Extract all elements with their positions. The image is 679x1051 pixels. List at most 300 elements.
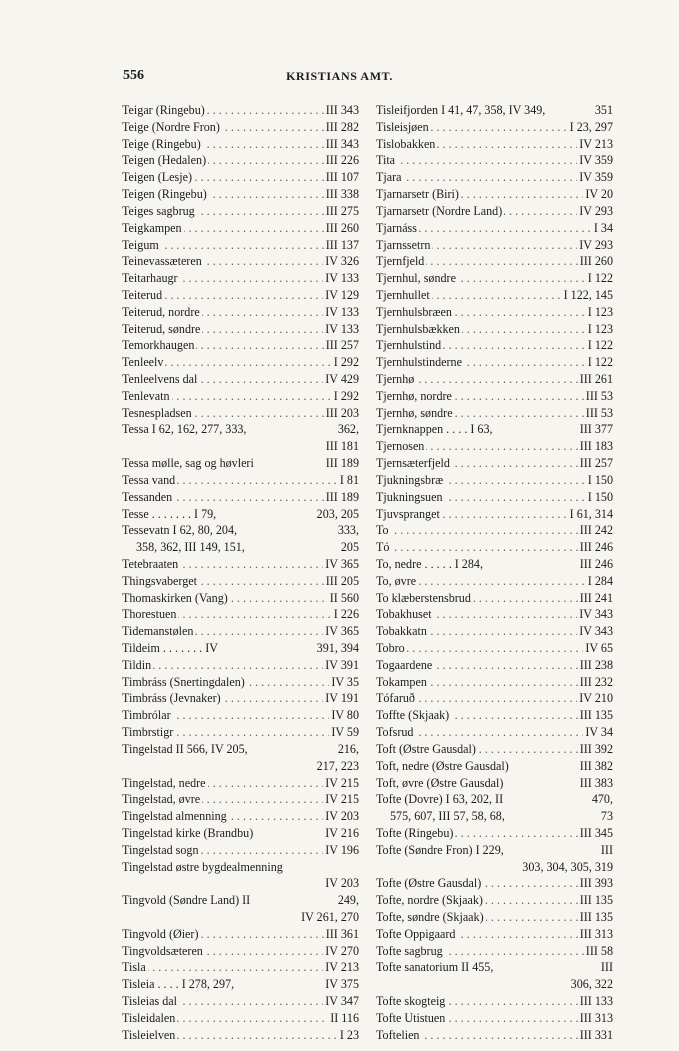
entry-reference: 205 xyxy=(340,540,359,555)
index-entry xyxy=(376,405,613,422)
index-entry xyxy=(122,337,359,354)
entry-name: Tjernhulstinderne xyxy=(376,355,462,370)
entry-reference: III 313 xyxy=(579,1010,613,1025)
entry-name: Teigkampen xyxy=(122,220,182,235)
running-title: KRISTIANS AMT. xyxy=(286,69,393,83)
index-entry xyxy=(376,337,613,354)
entry-name: Tofte sagbrug xyxy=(376,943,443,958)
entry-name xyxy=(122,876,124,890)
entry-name: To klæberstensbrud xyxy=(376,590,471,605)
index-entry xyxy=(376,842,613,859)
entry-reference: IV 129 xyxy=(325,287,359,302)
entry-name: Tofte, søndre (Skjaak) xyxy=(376,910,484,924)
index-entry xyxy=(122,573,359,590)
entry-name: Teiterud, nordre xyxy=(122,304,200,319)
entry-name: Timbrstigr xyxy=(122,725,174,740)
index-entry xyxy=(122,472,359,489)
entry-name: Tildeim . . . . . . . IV xyxy=(122,641,218,655)
entry-reference: IV 293 xyxy=(579,203,613,218)
entry-name: Tofsrud xyxy=(376,725,414,740)
entry-reference: III 261 xyxy=(579,372,613,386)
entry-reference: I 23, 297 xyxy=(569,119,613,134)
index-entry xyxy=(376,371,613,388)
entry-name: Toftelien xyxy=(376,1027,420,1042)
entry-reference: IV 59 xyxy=(331,725,359,740)
entry-reference: IV 210 xyxy=(579,691,613,706)
entry-name: Tofte Utistuen xyxy=(376,1010,446,1025)
index-entry xyxy=(376,758,613,775)
entry-reference: IV 293 xyxy=(579,237,613,252)
entry-name: Teigen (Ringebu) xyxy=(122,187,207,202)
entry-reference: III xyxy=(600,842,613,857)
entry-name: Timbráss (Jevnaker) xyxy=(122,691,221,706)
entry-name: Tidemanstølen xyxy=(122,624,194,639)
entry-name: Tjernfjeld xyxy=(376,254,425,269)
entry-name: Tingelstad kirke (Brandbu) xyxy=(122,825,254,840)
index-entry xyxy=(376,455,613,472)
entry-reference: 203, 205 xyxy=(316,506,359,521)
entry-name: Tessanden xyxy=(122,489,173,504)
entry-name: 575, 607, III 57, 58, 68, xyxy=(390,809,505,824)
index-entry xyxy=(122,152,359,169)
entry-reference: III 257 xyxy=(325,338,359,353)
entry-reference: III 133 xyxy=(579,994,613,1009)
index-entry xyxy=(376,321,613,338)
entry-name: To, nedre . . . . . I 284, xyxy=(376,556,483,571)
entry-reference: IV 261, 270 xyxy=(301,910,359,924)
index-entry xyxy=(122,119,359,136)
entry-name: Teigar (Ringebu) xyxy=(122,103,205,117)
entry-name: Tita xyxy=(376,153,396,168)
index-entry xyxy=(376,640,613,657)
index-entry xyxy=(122,842,359,859)
entry-name: Tofte (Dovre) I 63, 202, II xyxy=(376,792,504,807)
index-entry xyxy=(122,237,359,254)
entry-reference: III 189 xyxy=(325,456,359,471)
index-entry xyxy=(122,556,359,573)
entry-reference: IV 343 xyxy=(579,624,613,639)
index-entry xyxy=(376,993,613,1010)
entry-name: Tessa I 62, 162, 277, 333, xyxy=(122,422,247,437)
entry-name: Tingelstad sogn xyxy=(122,842,199,857)
index-entry xyxy=(122,606,359,623)
entry-name: Tingelstad, øvre xyxy=(122,792,201,807)
entry-name: Tjernhullet xyxy=(376,287,430,302)
entry-reference: III 382 xyxy=(579,758,613,773)
index-entry xyxy=(376,1010,613,1027)
index-entry xyxy=(376,657,613,674)
entry-reference: IV 133 xyxy=(325,271,359,286)
entry-reference: 351 xyxy=(594,103,613,117)
index-entry xyxy=(376,388,613,405)
entry-reference: III 257 xyxy=(579,456,613,471)
entry-reference: III 313 xyxy=(579,926,613,941)
index-entry xyxy=(376,623,613,640)
entry-reference: III 343 xyxy=(325,103,359,117)
page-number: 556 xyxy=(123,68,144,83)
index-entry xyxy=(376,741,613,758)
index-entry xyxy=(122,1027,359,1044)
index-entry xyxy=(122,371,359,388)
entry-reference: IV 203 xyxy=(325,809,359,824)
entry-name: Toft, øvre (Østre Gausdal) xyxy=(376,775,504,790)
entry-name: Tessa vand xyxy=(122,472,176,487)
entry-name: Tjara xyxy=(376,170,402,185)
entry-reference: 333, xyxy=(337,523,359,538)
index-entry xyxy=(122,993,359,1010)
index-entry xyxy=(376,152,613,169)
index-entry xyxy=(376,859,613,876)
entry-reference: III 203 xyxy=(325,405,359,420)
index-entry xyxy=(376,438,613,455)
index-entry xyxy=(122,489,359,506)
entry-reference: IV 196 xyxy=(325,842,359,857)
index-entry xyxy=(376,421,613,438)
index-entry xyxy=(376,875,613,892)
index-entry xyxy=(376,522,613,539)
entry-reference: IV 429 xyxy=(325,372,359,386)
entry-reference: I 122 xyxy=(587,338,613,353)
entry-name: Tenleelvens dal xyxy=(122,372,198,386)
entry-reference: IV 359 xyxy=(579,170,613,185)
index-entry xyxy=(122,354,359,371)
entry-name: To, øvre xyxy=(376,573,417,588)
index-entry xyxy=(122,707,359,724)
entry-name: Teigum xyxy=(122,237,159,252)
entry-name: Timbrólar xyxy=(122,708,171,723)
index-entry xyxy=(376,590,613,607)
entry-reference: 391, 394 xyxy=(316,641,359,655)
entry-reference: 306, 322 xyxy=(570,977,613,992)
entry-reference: III 238 xyxy=(579,657,613,672)
entry-reference: IV 216 xyxy=(325,825,359,840)
entry-name: Tisleias dal xyxy=(122,994,177,1009)
entry-name: Tisleisjøen xyxy=(376,119,429,134)
entry-reference: IV 347 xyxy=(325,994,359,1009)
entry-name xyxy=(376,860,378,874)
index-entry xyxy=(122,943,359,960)
entry-name xyxy=(376,977,378,991)
entry-name: Tingvold (Øier) xyxy=(122,926,199,941)
index-entry xyxy=(376,976,613,993)
index-entry xyxy=(376,203,613,220)
entry-name: Tjuvspranget xyxy=(376,506,440,521)
entry-reference: IV 375 xyxy=(325,977,359,992)
entry-name: Tingelstad almenning xyxy=(122,809,227,824)
entry-reference: III 361 xyxy=(325,926,359,941)
entry-name: Tisla xyxy=(122,960,146,975)
entry-name: Tjernknappen . . . . I 63, xyxy=(376,422,493,437)
entry-name: Tessa mølle, sag og høvleri xyxy=(122,456,254,471)
index-entry xyxy=(122,186,359,203)
entry-reference: III 53 xyxy=(585,405,613,420)
entry-reference: IV 213 xyxy=(325,960,359,975)
entry-reference: I 34 xyxy=(593,220,613,235)
entry-name: Teinevassæteren xyxy=(122,254,202,269)
index-entry xyxy=(376,539,613,556)
entry-reference: IV 343 xyxy=(579,607,613,622)
entry-reference: IV 365 xyxy=(325,556,359,571)
entry-name: Tofte (Østre Gausdal) xyxy=(376,876,482,891)
index-column-left xyxy=(122,102,359,1044)
index-entry xyxy=(122,203,359,220)
entry-reference: III 260 xyxy=(325,220,359,235)
entry-name: 358, 362, III 149, 151, xyxy=(136,540,245,555)
entry-name: Toffte (Skjaak) xyxy=(376,708,450,723)
entry-name: Tjernhø, søndre xyxy=(376,405,453,420)
entry-name: Teigen (Hedalen) xyxy=(122,153,207,168)
entry-name: Tingvoldsæteren xyxy=(122,943,203,958)
entry-reference: III 343 xyxy=(325,136,359,151)
entry-reference: III 246 xyxy=(579,556,613,571)
index-entry xyxy=(376,119,613,136)
entry-name: Tjernhul, søndre xyxy=(376,271,456,286)
index-entry xyxy=(122,808,359,825)
entry-reference: III 137 xyxy=(325,237,359,252)
entry-reference: III 241 xyxy=(579,590,613,605)
entry-name: Tenlevatn xyxy=(122,388,170,403)
entry-reference: I 122, 145 xyxy=(563,287,613,302)
index-entry xyxy=(376,186,613,203)
entry-reference: II 116 xyxy=(330,1010,359,1025)
index-entry xyxy=(122,724,359,741)
entry-name: Tofte, nordre (Skjaak) xyxy=(376,893,483,908)
index-entry xyxy=(376,674,613,691)
entry-name: Timbráss (Snertingdalen) xyxy=(122,674,245,689)
page-header xyxy=(0,68,679,84)
entry-reference: 73 xyxy=(600,809,613,824)
entry-name: Tislobakken xyxy=(376,136,436,151)
entry-name: Tobro xyxy=(376,641,405,655)
entry-reference: III 282 xyxy=(325,119,359,134)
entry-name: Tingvold (Søndre Land) II xyxy=(122,893,251,908)
entry-name: Teige (Ringebu) xyxy=(122,136,201,151)
entry-name: Tjernhø, nordre xyxy=(376,388,452,403)
entry-reference: III 377 xyxy=(579,422,613,437)
entry-reference: IV 34 xyxy=(585,725,613,740)
index-entry xyxy=(376,808,613,825)
index-entry xyxy=(122,253,359,270)
index-entry xyxy=(376,472,613,489)
index-entry xyxy=(376,253,613,270)
index-entry xyxy=(122,926,359,943)
entry-reference: I 226 xyxy=(333,607,359,622)
index-entry xyxy=(376,102,613,119)
index-entry xyxy=(122,321,359,338)
entry-name: Tjarnarsetr (Biri) xyxy=(376,187,459,202)
entry-reference: III 205 xyxy=(325,573,359,588)
entry-reference: I 292 xyxy=(333,355,359,370)
index-entry xyxy=(122,825,359,842)
entry-reference: I 122 xyxy=(587,271,613,286)
entry-reference: I 123 xyxy=(587,304,613,319)
entry-name: Tobakkatn xyxy=(376,624,427,639)
index-entry xyxy=(376,220,613,237)
index-entry xyxy=(122,522,359,539)
index-entry xyxy=(122,640,359,657)
entry-name: Tjernhulstind xyxy=(376,338,442,353)
entry-reference: IV 359 xyxy=(579,153,613,168)
entry-name: Tjernhulsbræen xyxy=(376,304,452,319)
entry-name: Teiges sagbrug xyxy=(122,203,195,218)
index-entry xyxy=(376,825,613,842)
entry-name: Tofte (Søndre Fron) I 229, xyxy=(376,842,504,857)
index-entry xyxy=(122,674,359,691)
index-entry xyxy=(376,556,613,573)
index-entry xyxy=(376,169,613,186)
entry-reference: I 150 xyxy=(587,472,613,487)
entry-name: Tessevatn I 62, 80, 204, xyxy=(122,523,238,538)
entry-reference: III 189 xyxy=(325,489,359,504)
index-entry xyxy=(122,791,359,808)
entry-reference: III 226 xyxy=(325,153,359,168)
entry-name: Tjukningsbræ xyxy=(376,472,444,487)
index-entry xyxy=(122,136,359,153)
index-entry xyxy=(376,237,613,254)
entry-reference: 217, 223 xyxy=(316,758,359,773)
entry-reference: III 392 xyxy=(579,741,613,756)
entry-name: Teigen (Lesje) xyxy=(122,170,192,185)
entry-name: Tenleelv xyxy=(122,355,164,370)
entry-name: Teiterud, søndre xyxy=(122,321,201,336)
entry-name: Tjernhø xyxy=(376,372,415,386)
entry-reference: III 393 xyxy=(579,876,613,891)
index-entry xyxy=(122,623,359,640)
index-entry xyxy=(376,136,613,153)
entry-reference: III 107 xyxy=(325,170,359,185)
entry-reference: III 275 xyxy=(325,203,359,218)
entry-reference: IV 213 xyxy=(579,136,613,151)
index-entry xyxy=(122,539,359,556)
entry-name: Tofte skogteig xyxy=(376,994,446,1009)
entry-reference: I 150 xyxy=(587,489,613,504)
entry-name: Tofte (Ringebu) xyxy=(376,825,454,840)
index-entry xyxy=(122,421,359,438)
entry-name: Tofte Oppigaard xyxy=(376,926,456,941)
index-entry xyxy=(376,573,613,590)
index-entry xyxy=(376,690,613,707)
entry-reference: 470, xyxy=(591,792,613,807)
index-entry xyxy=(376,707,613,724)
index-entry xyxy=(122,590,359,607)
index-entry xyxy=(122,909,359,926)
index-entry xyxy=(376,959,613,976)
index-entry xyxy=(376,287,613,304)
index-entry xyxy=(376,304,613,321)
entry-name: Tingelstad II 566, IV 205, xyxy=(122,741,248,756)
index-entry xyxy=(376,1027,613,1044)
index-entry xyxy=(376,606,613,623)
entry-name xyxy=(122,759,124,773)
index-entry xyxy=(122,976,359,993)
entry-reference: IV 326 xyxy=(325,254,359,269)
index-entry xyxy=(122,287,359,304)
entry-reference: I 23 xyxy=(339,1027,359,1042)
entry-reference: III 58 xyxy=(585,943,613,958)
entry-name: Toft, nedre (Østre Gausdal) xyxy=(376,758,509,773)
index-entry xyxy=(122,657,359,674)
entry-reference: IV 203 xyxy=(325,876,359,891)
entry-reference: III 232 xyxy=(579,674,613,689)
index-entry xyxy=(376,909,613,926)
index-entry xyxy=(376,892,613,909)
entry-reference: 362, xyxy=(337,422,359,437)
entry-name: Tesse . . . . . . . I 79, xyxy=(122,506,217,521)
entry-name: Temorkhaugen xyxy=(122,338,195,353)
entry-reference: IV 215 xyxy=(325,775,359,790)
index-entry xyxy=(376,270,613,287)
entry-name: To xyxy=(376,523,389,538)
entry-name: Tofte sanatorium II 455, xyxy=(376,960,494,975)
entry-reference: III 383 xyxy=(579,775,613,790)
entry-reference: 303, 304, 305, 319 xyxy=(522,859,613,874)
entry-name: Tjernosen xyxy=(376,439,425,454)
entry-name: Tjernsæterfjeld xyxy=(376,456,450,471)
entry-name: Tó xyxy=(376,540,390,555)
entry-reference: III 246 xyxy=(579,540,613,555)
index-entry xyxy=(376,354,613,371)
entry-name: Tisleia . . . . I 278, 297, xyxy=(122,977,235,992)
index-entry xyxy=(376,724,613,741)
index-entry xyxy=(376,943,613,960)
entry-reference: IV 365 xyxy=(325,624,359,639)
index-entry xyxy=(122,859,359,876)
entry-reference: IV 270 xyxy=(325,943,359,958)
index-entry xyxy=(122,270,359,287)
entry-reference: IV 65 xyxy=(585,641,613,655)
entry-name: Thomaskirken (Vang) xyxy=(122,590,228,605)
index-entry xyxy=(122,304,359,321)
index-entry xyxy=(376,775,613,792)
entry-reference: III 338 xyxy=(325,187,359,202)
entry-reference: III 181 xyxy=(325,439,359,454)
entry-reference: III 260 xyxy=(579,254,613,269)
entry-reference: II 560 xyxy=(329,590,359,605)
entry-name: Tetebraaten xyxy=(122,556,179,571)
index-entry xyxy=(122,758,359,775)
index-entry xyxy=(376,926,613,943)
entry-name: Tjarnssetrn xyxy=(376,237,431,252)
entry-name: Teitarhaugr xyxy=(122,271,178,286)
entry-name: Tisleielven xyxy=(122,1027,176,1042)
entry-name: Tisleidalen xyxy=(122,1010,176,1025)
index-entry xyxy=(122,875,359,892)
entry-name: Togaardene xyxy=(376,657,433,672)
entry-reference: I 284 xyxy=(587,573,613,588)
entry-reference: III 345 xyxy=(579,825,613,840)
entry-name: Tildin xyxy=(122,657,152,672)
entry-name: Tjukningsuen xyxy=(376,489,443,504)
entry-name: Tjernhulsbækken xyxy=(376,321,460,336)
index-column-right xyxy=(376,102,613,1044)
index-entry xyxy=(376,489,613,506)
index-entry xyxy=(122,506,359,523)
entry-name: Teiterud xyxy=(122,287,163,302)
entry-reference: I 81 xyxy=(339,472,359,487)
index-entry xyxy=(122,220,359,237)
entry-name xyxy=(122,439,124,453)
entry-name: Toft (Østre Gausdal) xyxy=(376,741,476,756)
index-entry xyxy=(122,169,359,186)
entry-name xyxy=(122,910,124,924)
entry-reference: IV 20 xyxy=(585,187,613,202)
index-entry xyxy=(122,690,359,707)
entry-reference: III 331 xyxy=(579,1027,613,1042)
entry-reference: I 61, 314 xyxy=(569,506,613,521)
entry-name: Tesnespladsen xyxy=(122,405,192,420)
entry-reference: IV 133 xyxy=(325,321,359,336)
entry-reference: I 292 xyxy=(333,388,359,403)
